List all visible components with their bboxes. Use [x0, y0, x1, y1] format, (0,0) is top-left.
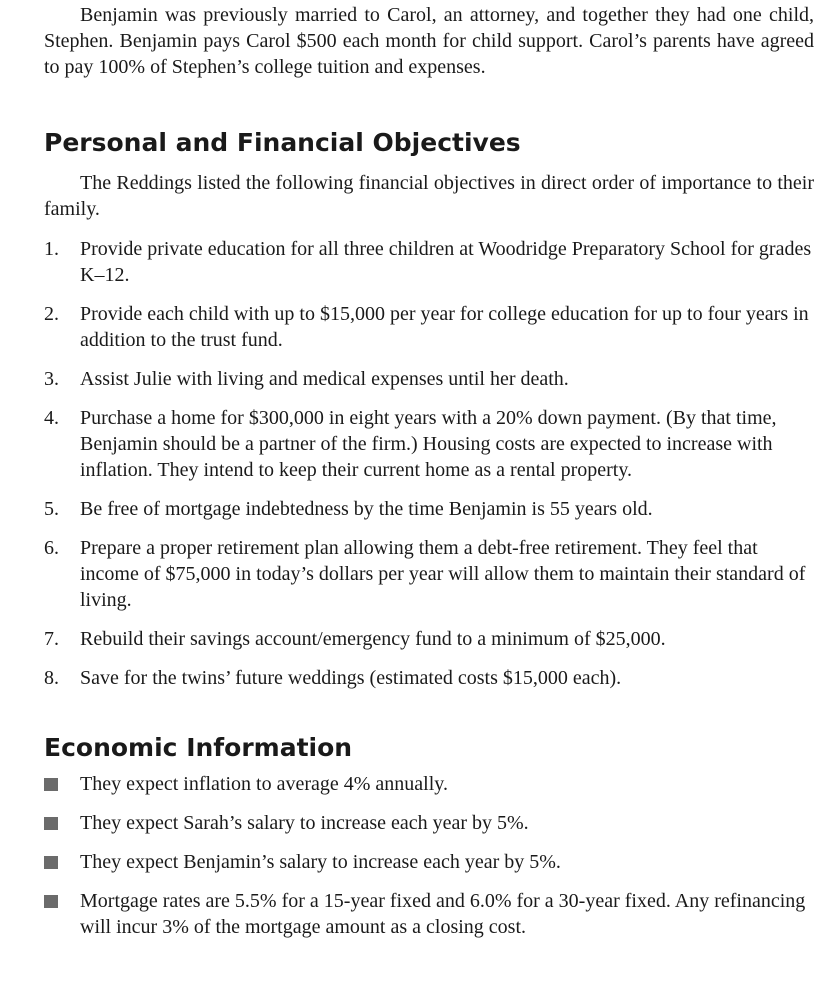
objectives-heading: Personal and Financial Objectives [44, 128, 521, 157]
list-item-text: Assist Julie with living and medical expenses until her death. [80, 368, 569, 390]
list-item-number: 4. [44, 407, 59, 429]
square-bullet-icon [44, 817, 58, 830]
objectives-intro-paragraph: The Reddings listed the following financial objectives in direct order of importance to their family. [44, 172, 814, 220]
list-item [44, 849, 814, 875]
list-item-number: 5. [44, 498, 59, 520]
list-item-number: 2. [44, 303, 59, 325]
document-page [44, 0, 814, 953]
economic-info-heading: Economic Information [44, 733, 353, 762]
list-item-number: 1. [44, 238, 59, 260]
list-item-text: Provide private education for all three children at Woodridge Preparatory School for grades K–12. [80, 238, 812, 286]
intro-paragraph: Benjamin was previously married to Carol, an attorney, and together they had one child, Stephen. Benjamin pays Carol $500 each month for child support. Carol’s parents have agreed to pay 100% of Stephen’s college tuition and expenses. [44, 4, 814, 78]
list-item [44, 236, 814, 288]
list-item-number: 8. [44, 667, 59, 689]
list-item-text: They expect Benjamin’s salary to increase each year by 5%. [80, 851, 561, 873]
list-item-text: Mortgage rates are 5.5% for a 15-year fixed and 6.0% for a 30-year fixed. Any refinancing will incur 3% of the mortgage amount as a closing cost. [80, 890, 806, 938]
list-item [44, 301, 814, 353]
economic-info-list [44, 771, 814, 940]
list-item-text: Rebuild their savings account/emergency fund to a minimum of $25,000. [80, 628, 666, 650]
list-item [44, 888, 814, 940]
list-item [44, 496, 814, 522]
square-bullet-icon [44, 856, 58, 869]
list-item [44, 626, 814, 652]
list-item [44, 366, 814, 392]
list-item-text: Be free of mortgage indebtedness by the time Benjamin is 55 years old. [80, 498, 653, 520]
list-item-text: They expect inflation to average 4% annually. [80, 773, 448, 795]
list-item-number: 6. [44, 537, 59, 559]
objectives-list [44, 236, 814, 691]
list-item-text: They expect Sarah’s salary to increase each year by 5%. [80, 812, 529, 834]
list-item-text: Prepare a proper retirement plan allowing them a debt-free retirement. They feel that income of $75,000 in today’s dollars per year will allow them to maintain their standard of living. [80, 537, 806, 611]
square-bullet-icon [44, 778, 58, 791]
list-item-text: Provide each child with up to $15,000 per year for college education for up to four years in addition to the trust fund. [80, 303, 809, 351]
list-item-text: Save for the twins’ future weddings (estimated costs $15,000 each). [80, 667, 622, 689]
list-item [44, 405, 814, 483]
list-item [44, 810, 814, 836]
list-item [44, 665, 814, 691]
list-item [44, 771, 814, 797]
list-item-number: 3. [44, 368, 59, 390]
square-bullet-icon [44, 895, 58, 908]
list-item [44, 535, 814, 613]
list-item-number: 7. [44, 628, 59, 650]
list-item-text: Purchase a home for $300,000 in eight years with a 20% down payment. (By that time, Benjamin should be a partner of the firm.) Housing costs are expected to increase with inflation. They intend to keep their current home as a rental property. [80, 407, 777, 481]
